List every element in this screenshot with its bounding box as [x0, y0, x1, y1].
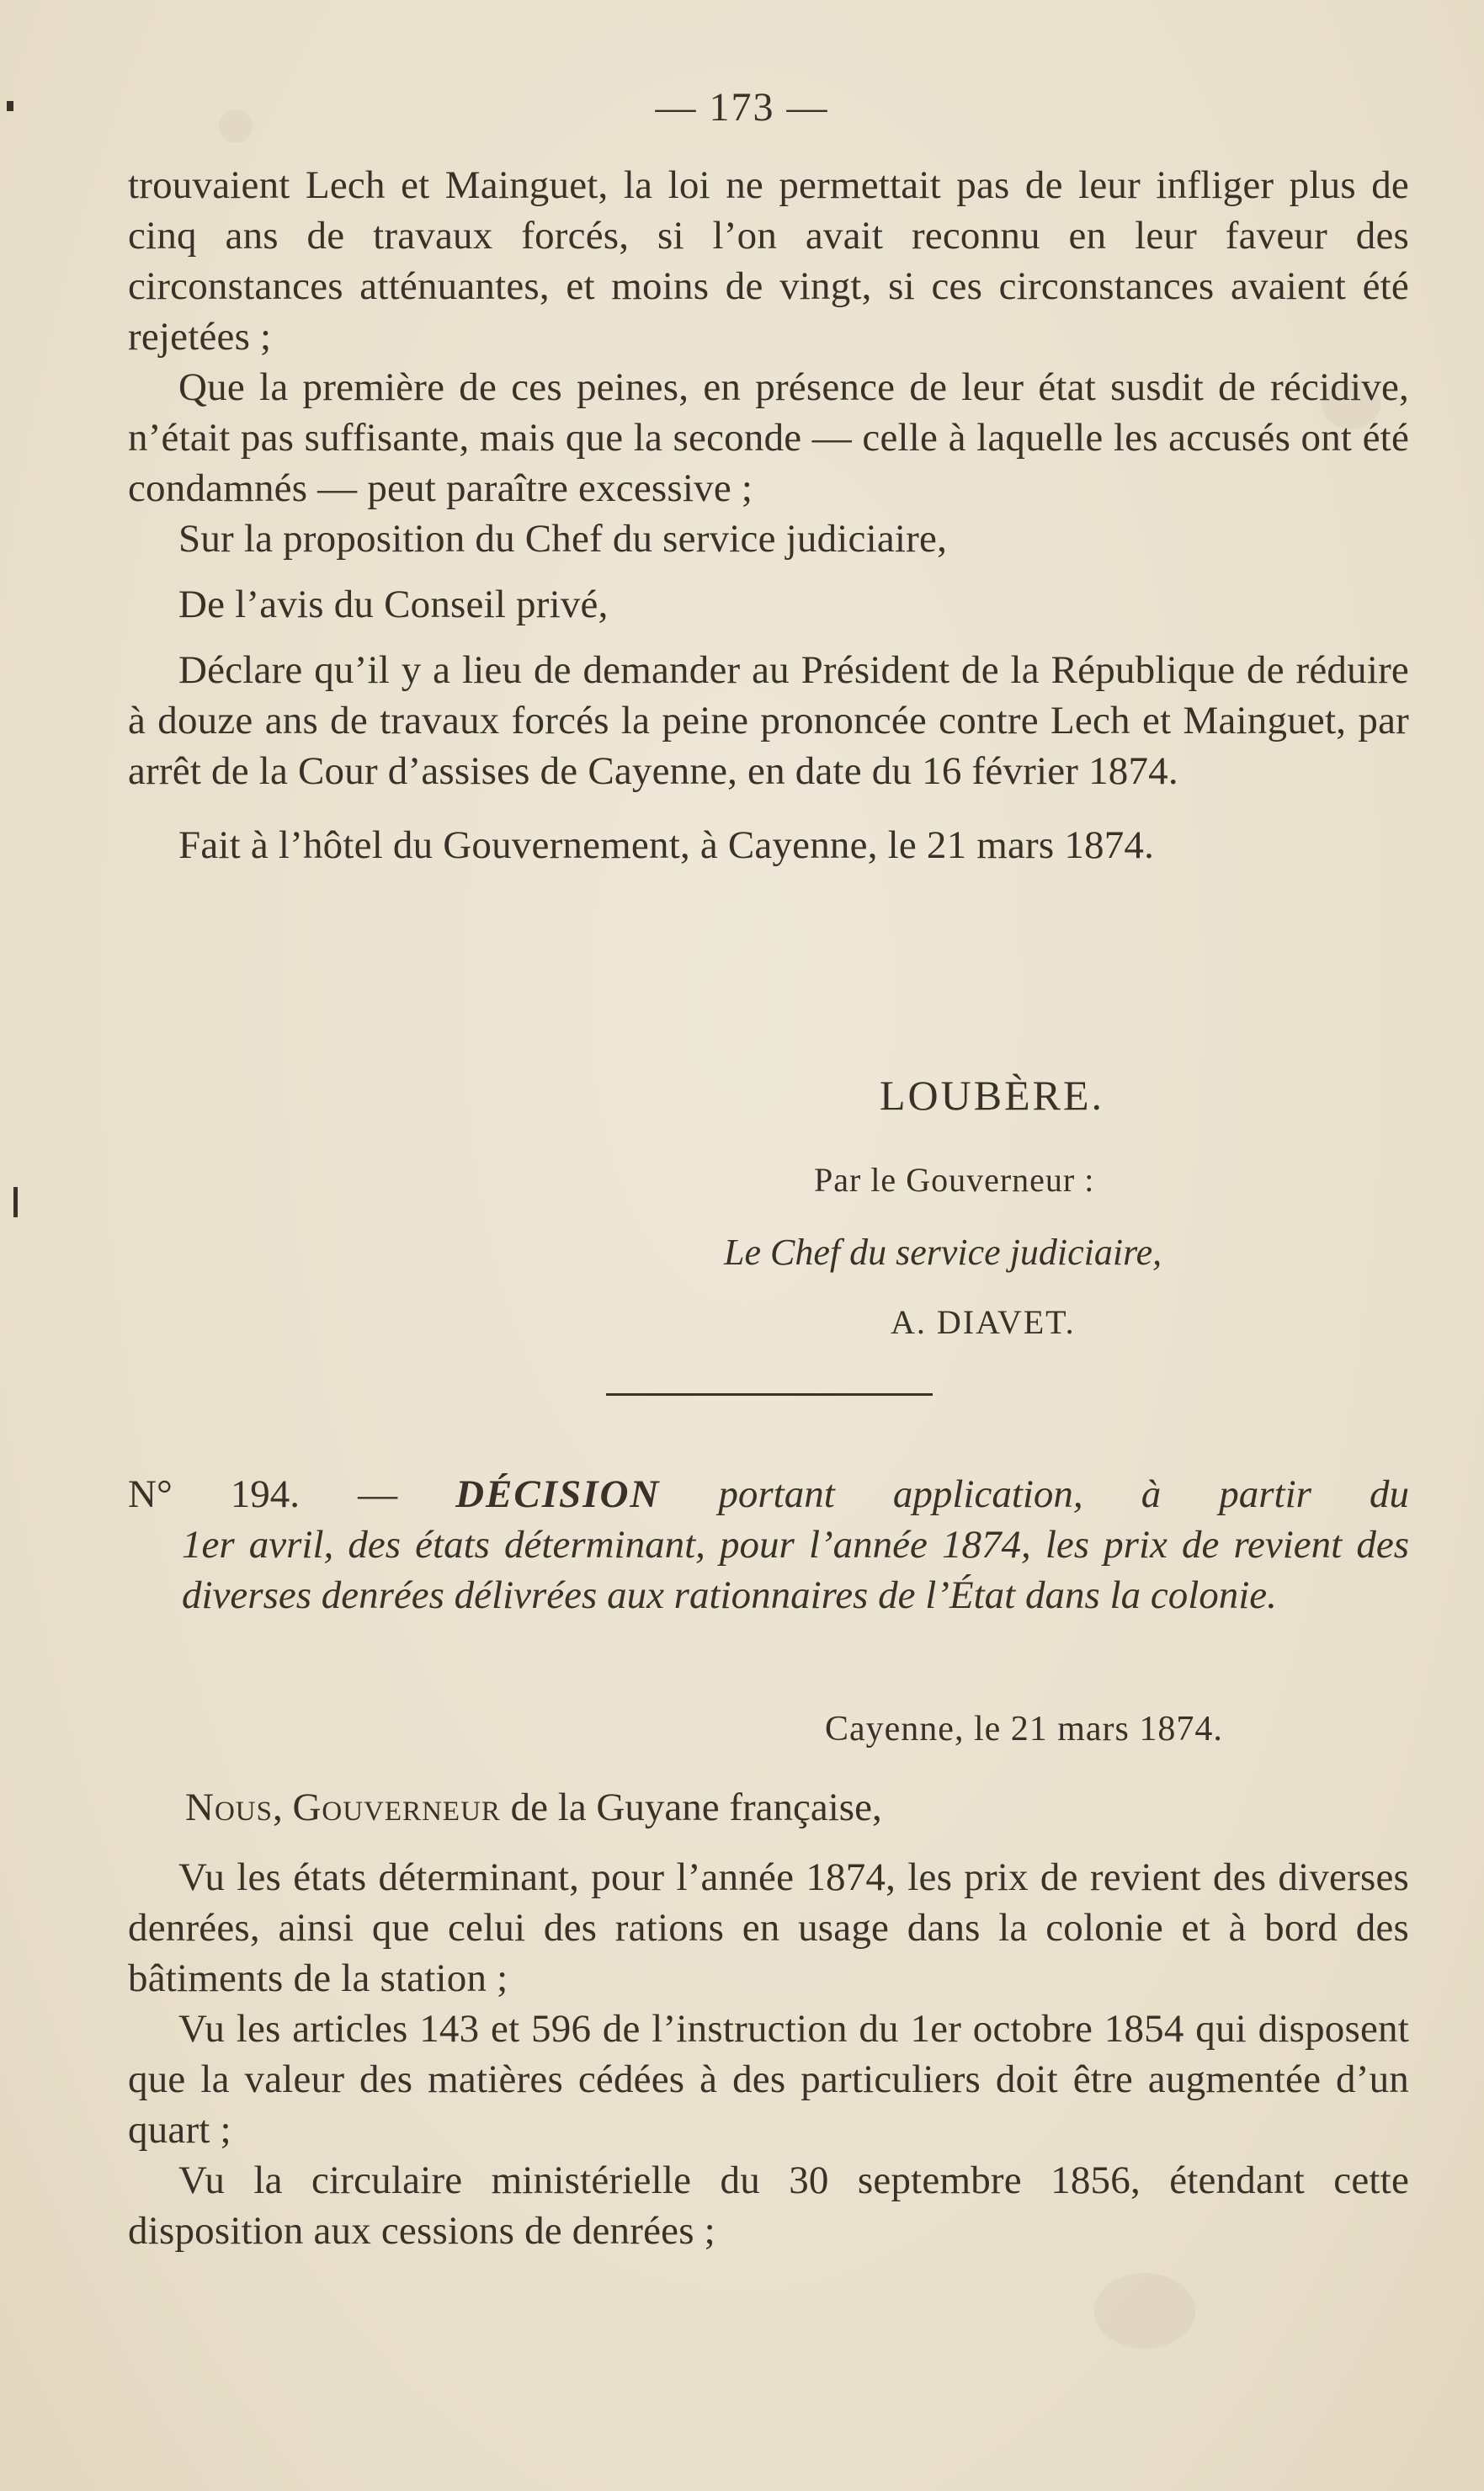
decision-continuation: 1er avril, des états déterminant, pour l’année 1874, les prix de revient des diverses denrées délivrées aux rationnaires de l’État dans la colonie.	[182, 1523, 1409, 1617]
paragraph: Vu les états déterminant, pour l’année 1874, les prix de revient des diverses denrées, ainsi que celui des rations en usage dans la colonie et à bord des bâtiments de la station ;	[128, 1855, 1409, 2000]
section-divider	[606, 1393, 933, 1396]
nous-word: Nous	[185, 1786, 273, 1829]
paragraph: Que la première de ces peines, en présence de leur état susdit de récidive, n’était pas suffisante, mais que la seconde — celle à laquelle les accusés ont été condamnés — peut paraître excessive ;	[128, 365, 1409, 510]
body-text-bottom	[128, 1852, 1409, 2256]
decision-heading	[128, 1469, 1409, 1621]
paper-stain	[1094, 2273, 1195, 2349]
signature-diavet: A. DIAVET.	[891, 1303, 1076, 1341]
gouverneur-title: Gouverneur	[292, 1786, 501, 1829]
paragraph: Fait à l’hôtel du Gouvernement, à Cayenne, le 21 mars 1874.	[178, 823, 1155, 867]
paragraph: Vu les articles 143 et 596 de l’instruction du 1er octobre 1854 qui disposent que la valeur des matières cédées à des particuliers doit être augmentée d’un quart ;	[128, 2007, 1409, 2152]
decision-first-line	[128, 1469, 1409, 1520]
dateline: Cayenne, le 21 mars 1874.	[825, 1710, 1223, 1748]
paragraph: Déclare qu’il y a lieu de demander au Président de la République de réduire à douze ans de travaux forcés la peine prononcée contre Lech et Mainguet, par arrêt de la Cour d’assises de Cayenne, en date du 16 février 1874.	[128, 648, 1409, 793]
paragraph: trouvaient Lech et Mainguet, la loi ne permettait pas de leur infliger plus de cinq ans de travaux forcés, si l’on avait reconnu en leur faveur des circonstances atténuantes, et moins de vingt, si ces circonstances avaient été rejetées ;	[128, 163, 1409, 359]
page-number: — 173 —	[655, 85, 829, 130]
nous-rest: de la Guyane française,	[500, 1786, 882, 1829]
chef-du-service: Le Chef du service judiciaire,	[724, 1232, 1162, 1273]
paragraph: Sur la proposition du Chef du service judiciaire,	[178, 517, 948, 561]
decision-first-line-rest: portant application, à partir du	[660, 1472, 1409, 1516]
paragraph: Vu la circulaire ministérielle du 30 septembre 1856, étendant cette disposition aux cessions de denrées ;	[128, 2158, 1409, 2253]
par-le-gouverneur: Par le Gouverneur :	[814, 1161, 1095, 1199]
decision-dash: —	[300, 1472, 456, 1516]
signature-loubere: LOUBÈRE.	[880, 1072, 1105, 1119]
decision-number: N° 194.	[128, 1472, 301, 1516]
body-text-top	[128, 160, 1409, 870]
paragraph: De l’avis du Conseil privé,	[178, 583, 609, 626]
margin-speck	[13, 1187, 18, 1217]
decision-title: DÉCISION	[455, 1472, 661, 1516]
nous-gouverneur: Nous, Gouverneur de la Guyane française,	[185, 1786, 882, 1829]
